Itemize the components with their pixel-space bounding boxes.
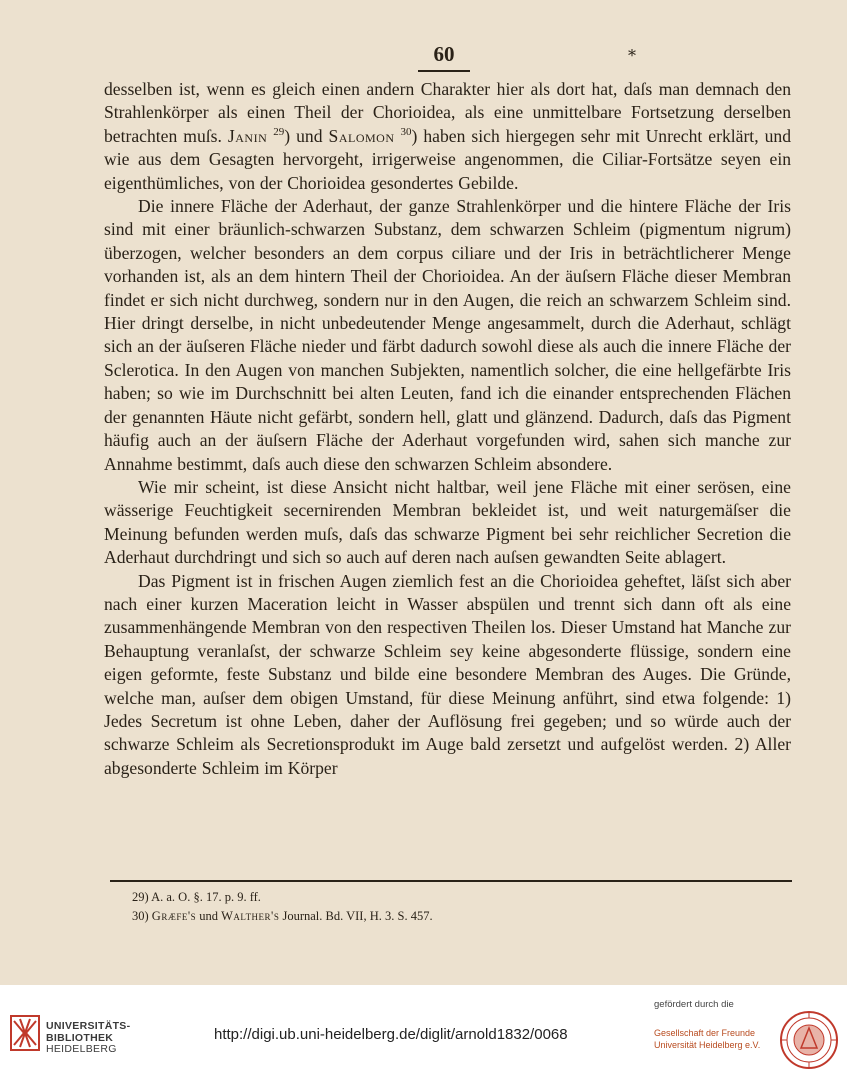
viewer-footer [0,985,847,1070]
footnote-30: 30) Græfe's und Walther's Journal. Bd. VII, H. 3. S. 457. [132,909,433,923]
footnote-29: 29) A. a. O. §. 17. p. 9. ff. [132,890,261,904]
signature-mark: * [628,46,636,65]
university-seal-icon [779,1010,839,1070]
author-salomon: Salomon [328,125,395,146]
author-janin: Janin [227,125,268,146]
library-name[interactable]: UNIVERSITÄTS- BIBLIOTHEK HEIDELBERG [46,1020,131,1055]
paragraph-4: Das Pigment ist in frischen Augen ziemlich fest an die Chorioidea geheftet, läſst sich aber nach einer kurzen Maceration leicht in Wasser abspülen und trennt sich dann oft als eine zusammenhängende Membran von den respectiven Theilen los. Dieser Umstand hat Manche zur Behauptung veranlaſst, der schwarze Schleim sey keine abgesonderte flüssige, sondern eine eigen geformte, feste Substanz und bilde eine besondere Membran des Auges. Die Gründe, welche man, auſser dem obigen Umstand, für diese Meinung anführt, sind etwa folgende: 1) Jedes Secretum ist ohne Leben, daher der Auflösung frei gegeben; und so würde auch der schwarze Schleim als Secretionsprodukt im Auge bald zersetzt und aufgelöst werden. 2) Aller abgesonderte Schleim im Körper [104,570,791,778]
paragraph-1: desselben ist, wenn es gleich einen andern Charakter hier als dort hat, daſs man demnach den Strahlenkörper als einen Theil der Chorioidea, als eine unmittelbare Fortsetzung derselben betrachten muſs. Janin $^{29}$) und Salomon $^{30}$) haben sich hiergegen sehr mit Unrecht erklärt, und wie aus dem Gesagten hervorgeht, irrigerweise angenommen, die Ciliar-Fortsätze seyen ein eigenthümliches, von der Chorioidea gesondertes Gebilde. [104,79,791,193]
footnote-rule [110,880,792,882]
page-number: 60 [433,42,455,66]
footnote-ref-30: 30 [400,125,412,138]
footnotes [132,888,772,926]
paragraph-2: Die innere Fläche der Aderhaut, der ganze Strahlenkörper und die hintere Fläche der Iris sind mit einer bräunlich-schwarzen Substanz, dem schwarzen Schleim (pigmentum nigrum) überzogen, welcher besonders an dem corpus ciliare und der Iris in beträchtlicherer Menge vorhanden ist, als an dem hintern Theil der Chorioidea. An der äuſsern Fläche dieser Membran findet er sich nicht durchweg, sondern nur in den Augen, die reich an schwarzem Schleim sind. Hier dringt derselbe, in nicht unbedeutender Menge angesammelt, durch die Aderhaut, schlägt sich an der äuſseren Fläche nieder und färbt dadurch sowohl diese als auch die innere Fläche der Sclerotica. In den Augen von manchen Subjekten, namentlich solcher, die eine hellgefärbte Iris haben; so wie im Durchschnitt bei alten Leuten, fand ich die einander entsprechenden Flächen der genannten Häute nicht gefärbt, sondern hell, glatt und glänzend. Dadurch, daſs das Pigment häufig auch an der äuſsern Fläche der Aderhaut vorgefunden wird, sahen sich manche zur Annahme bestimmt, daſs auch diese den schwarzen Schleim absondere. [104,196,791,474]
library-logo-icon[interactable] [10,1015,40,1051]
body-text [104,78,791,780]
footnote-ref-29: 29 [273,125,285,138]
sponsor-credit[interactable]: gefördert durch die Gesellschaft der Freunde Universität Heidelberg e.V. [654,999,761,1050]
header-rule [418,70,470,72]
page-header [0,40,847,74]
paragraph-3: Wie mir scheint, ist diese Ansicht nicht haltbar, weil jene Fläche mit einer serösen, eine wässerige Feuchtigkeit secernirenden Membran bekleidet ist, und weit naturgemäſser die Meinung befunden werden muſs, daſs das schwarze Pigment bei sehr reichlicher Secretion die Aderhaut durchdringt und sich so auch auf deren nach auſsen gewandten Seite ablagert. [104,476,791,568]
permalink-url[interactable]: http://digi.ub.uni-heidelberg.de/diglit/arnold1832/0068 [214,1026,568,1043]
